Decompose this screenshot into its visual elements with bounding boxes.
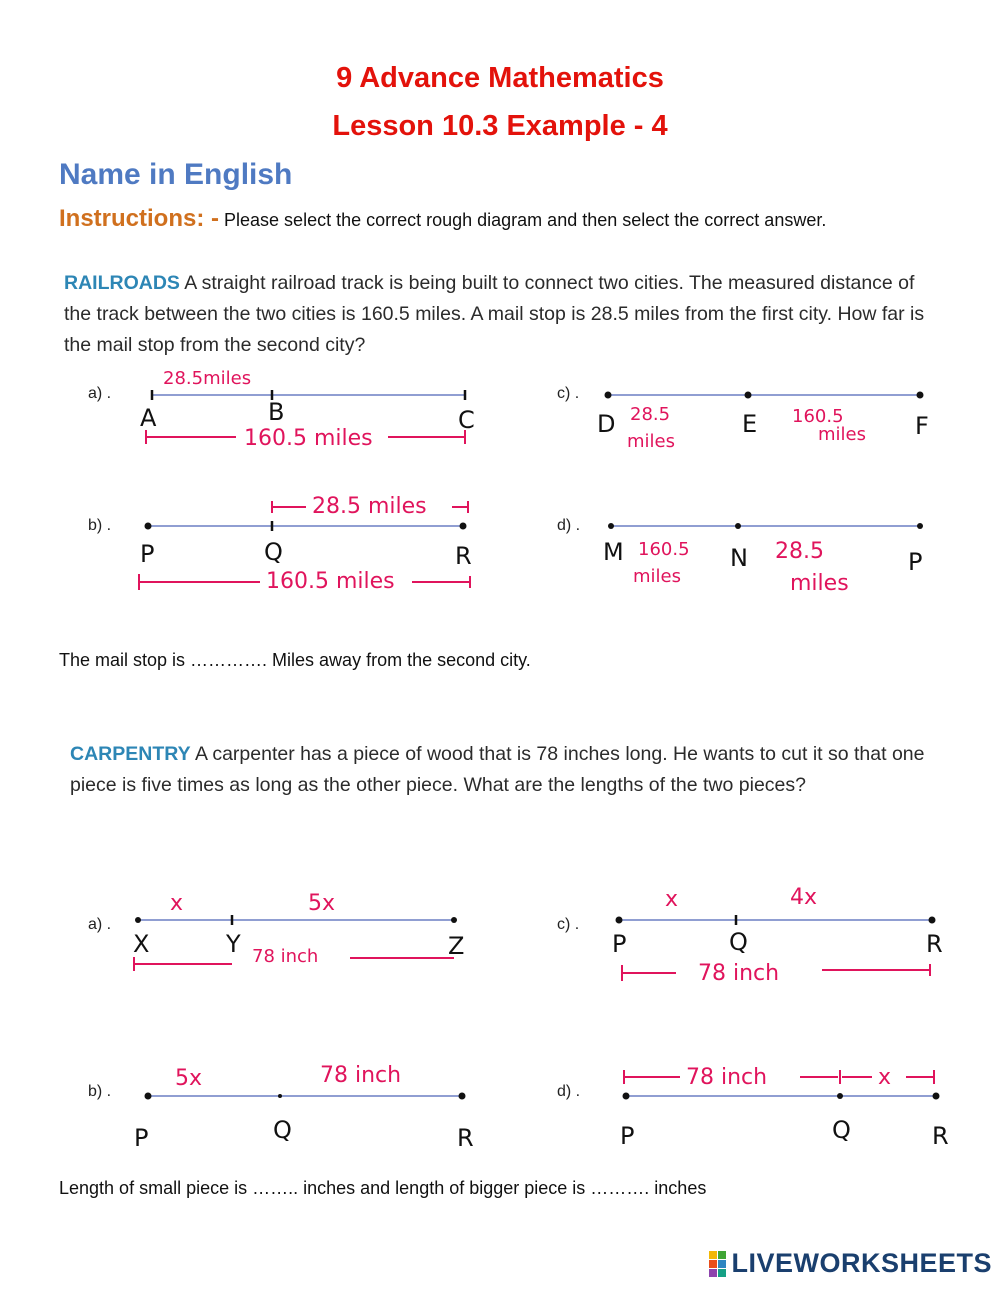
- p1b-point-1: P: [140, 540, 155, 568]
- p2b-point-2: Q: [273, 1116, 292, 1144]
- p1-diagram-b[interactable]: [139, 494, 472, 594]
- p2a-bottom-note: 78 inch: [252, 946, 319, 967]
- p1a-point-1: A: [140, 404, 157, 432]
- problem-1-keyword: RAILROADS: [64, 272, 180, 294]
- problem-2-body: A carpenter has a piece of wood that is 78 inches long. He wants to cut it so that one piece is five times as long as the other piece. What are the lengths of the two pieces?: [70, 743, 925, 796]
- p2d-point-2: Q: [832, 1116, 851, 1144]
- p1c-seg2-top: 160.5: [792, 406, 844, 427]
- logo-mark-icon: [709, 1251, 726, 1277]
- p2d-point-3: R: [932, 1122, 949, 1150]
- p1c-seg1-top: 28.5: [630, 404, 671, 425]
- p2a-point-3: Z: [448, 932, 465, 960]
- p1-diagram-d[interactable]: [603, 523, 923, 596]
- liveworksheets-logo[interactable]: [709, 1248, 992, 1279]
- p1d-seg1-top: 160.5: [638, 539, 690, 560]
- instructions: [59, 205, 826, 233]
- worksheet-title: 9 Advance Mathematics: [336, 62, 664, 94]
- p1c-point-3: F: [915, 412, 929, 440]
- p2c-point-3: R: [926, 930, 943, 958]
- p1-option-a-label[interactable]: a) .: [88, 385, 112, 402]
- p1d-point-3: P: [908, 548, 923, 576]
- problem-1-diagrams: [0, 360, 1000, 630]
- instructions-text: Please select the correct rough diagram and then select the correct answer.: [224, 210, 827, 230]
- p2c-seg1: x: [665, 887, 679, 912]
- p2c-point-2: Q: [729, 928, 748, 956]
- lesson-subtitle: Lesson 10.3 Example - 4: [332, 110, 668, 142]
- p1-diagram-a[interactable]: [140, 368, 475, 451]
- p2-diagram-b[interactable]: [134, 1063, 474, 1152]
- p1b-point-2: Q: [264, 538, 283, 566]
- instructions-label: Instructions: -: [59, 205, 219, 232]
- p1-diagram-c[interactable]: [597, 392, 929, 453]
- problem-2-answer: Length of small piece is …….. inches and length of bigger piece is ………. inches: [59, 1178, 707, 1198]
- problem-1-text: [64, 268, 934, 361]
- p2-option-c-label[interactable]: c) .: [557, 916, 580, 933]
- p1d-point-2: N: [730, 544, 748, 572]
- p1d-point-1: M: [603, 538, 624, 566]
- p2d-seg2: x: [878, 1065, 892, 1090]
- p1b-bottom-note: 160.5 miles: [266, 569, 395, 594]
- problem-2-keyword: CARPENTRY: [70, 743, 191, 765]
- p2c-point-1: P: [612, 930, 627, 958]
- p1c-seg2-bottom: miles: [818, 424, 866, 445]
- p1a-point-2: B: [268, 398, 285, 426]
- p1-option-c-label[interactable]: c) .: [557, 385, 580, 402]
- p2b-seg2: 78 inch: [320, 1063, 402, 1088]
- p2-option-d-label[interactable]: d) .: [557, 1083, 581, 1100]
- p2c-bottom-note: 78 inch: [698, 961, 780, 986]
- p1d-seg1-bottom: miles: [633, 566, 681, 587]
- p1b-point-3: R: [455, 542, 472, 570]
- problem-1-body: A straight railroad track is being built to connect two cities. The measured distance of the track between the two cities is 160.5 miles. A mail stop is 28.5 miles from the first city. How far is the mail stop from the second city?: [64, 272, 925, 356]
- problem-2-text: [70, 739, 930, 801]
- p2a-point-1: X: [133, 930, 150, 958]
- p2b-point-1: P: [134, 1124, 149, 1152]
- name-prompt: Name in English: [59, 158, 293, 191]
- p1d-seg2-bottom: miles: [790, 571, 849, 596]
- p1a-point-3: C: [458, 406, 475, 434]
- p2-option-b-label[interactable]: b) .: [88, 1083, 112, 1100]
- p2d-seg1: 78 inch: [686, 1065, 768, 1090]
- p2a-point-2: Y: [226, 930, 241, 958]
- p1c-seg1-bottom: miles: [627, 431, 675, 452]
- p2d-point-1: P: [620, 1122, 635, 1150]
- p2c-seg2: 4x: [790, 885, 818, 910]
- p2a-seg2: 5x: [308, 891, 336, 916]
- p1d-seg2-top: 28.5: [775, 539, 824, 564]
- problem-1-answer: The mail stop is …………. Miles away from the second city.: [59, 650, 531, 670]
- p1c-point-2: E: [742, 410, 758, 438]
- p1-option-d-label[interactable]: d) .: [557, 517, 581, 534]
- p1-option-b-label[interactable]: b) .: [88, 517, 112, 534]
- p2b-seg1: 5x: [175, 1066, 203, 1091]
- p2-diagram-d[interactable]: [620, 1065, 949, 1150]
- p1a-bottom-note: 160.5 miles: [244, 426, 373, 451]
- problem-2-diagrams: [0, 870, 1000, 1160]
- p2b-point-3: R: [457, 1124, 474, 1152]
- p2-option-a-label[interactable]: a) .: [88, 916, 112, 933]
- p1b-top-note: 28.5 miles: [312, 494, 427, 519]
- p1a-top-note: 28.5miles: [163, 368, 252, 389]
- p1c-point-1: D: [597, 410, 616, 438]
- p2-diagram-a[interactable]: [133, 891, 464, 971]
- p2a-seg1: x: [170, 891, 184, 916]
- logo-text: LIVEWORKSHEETS: [731, 1248, 992, 1278]
- p2-diagram-c[interactable]: [612, 885, 943, 986]
